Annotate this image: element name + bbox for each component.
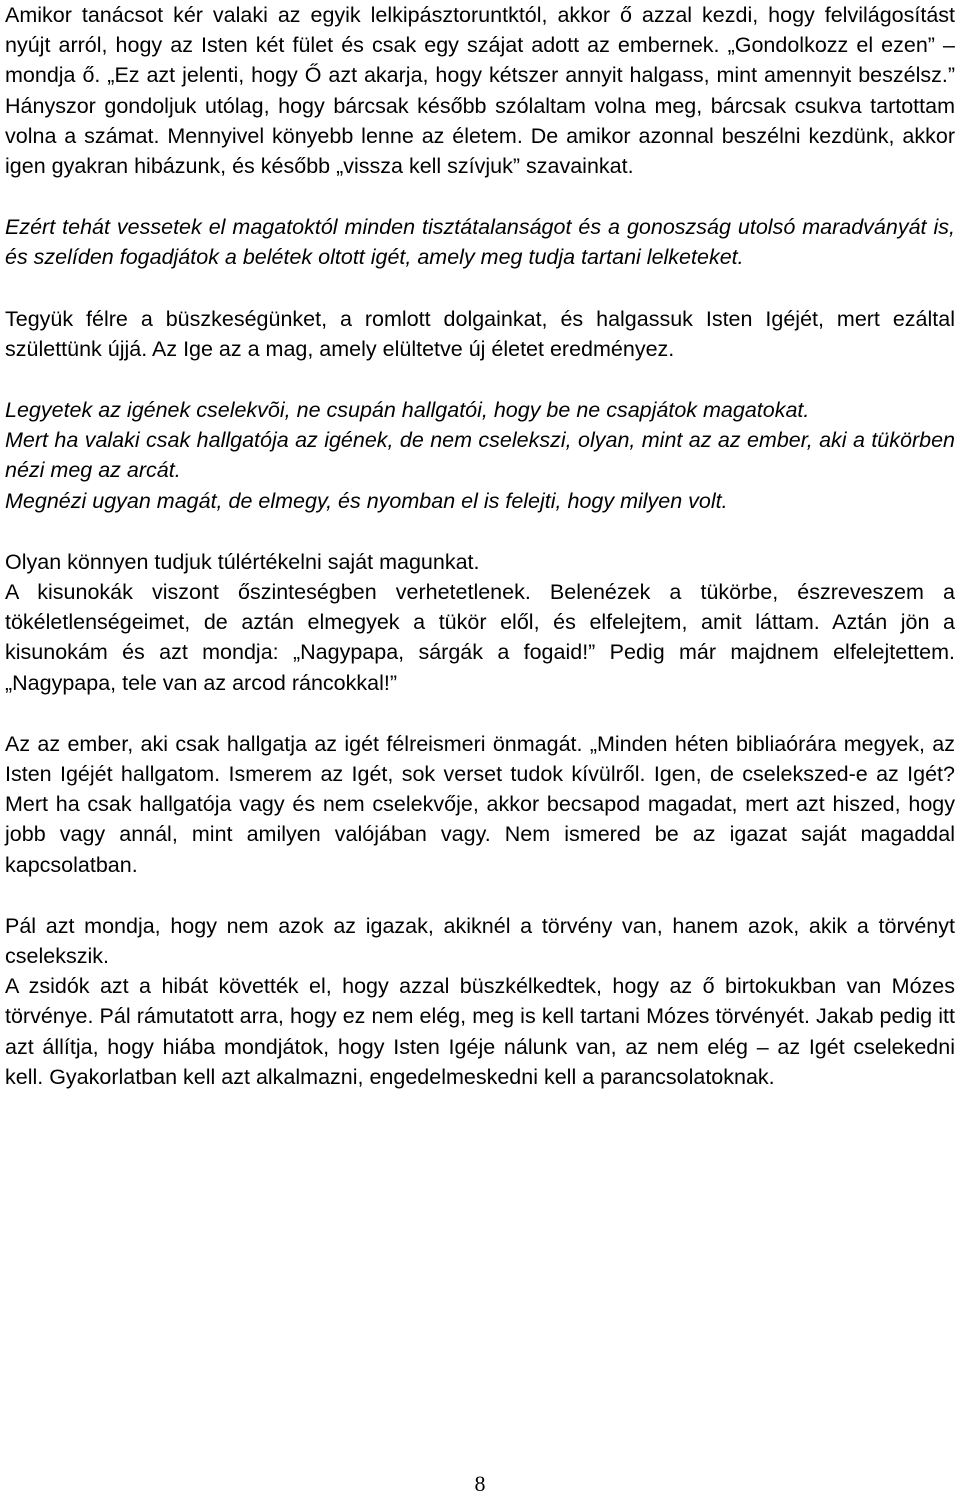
paragraph-grandchildren: A kisunokák viszont őszinteségben verhetetlenek. Belenézek a tükörbe, észreveszem a tökéletlenségeimet, de aztán elmegyek a tükör elől, és elfelejtem, amit láttam. Aztán jön a kisunokám és azt mondja: „Nagypapa, sárgák a fogaid!” Pedig már majdnem elfelejtettem. „Nagypapa, tele van az arcod ráncokkal!” bbox=[5, 580, 955, 695]
paragraph-paul-law: Pál azt mondja, hogy nem azok az igazak, akiknél a törvény van, hanem azok, akik a törvényt cselekszik. bbox=[5, 913, 955, 969]
paragraph-mirror: Mert ha valaki csak hallgatója az igének, de nem cselekszi, olyan, mint az az ember, aki a tükörben nézi meg az arcát. bbox=[5, 428, 955, 483]
paragraph-scripture-quote: Ezért tehát vessetek el magatoktól minden tisztátalanságot és a gonoszság utolsó maradványát is, és szelíden fogadjátok a belétek oltott igét, amely meg tudja tartani lelketeket. bbox=[5, 215, 955, 270]
paragraph-pride: Tegyük félre a büszkeségünket, a romlott dolgainkat, és halgassuk Isten Igéjét, mert ezáltal születtünk újjá. Az Ige az a mag, amely elültetve új életet eredményez. bbox=[5, 306, 955, 361]
page-number: 8 bbox=[474, 1471, 486, 1496]
paragraph-jews-law: A zsidók azt a hibát követték el, hogy azzal büszkélkedtek, hogy az ő birtokukban van Mózes törvénye. Pál rámutatott arra, hogy ez nem elég, meg is kell tartani Mózes törvényét. Jakab pedig itt azt állítja, hogy hiába mondjátok, hogy Isten Igéje nálunk van, az nem elég – az Igét cselekedni kell. Gyakorlatban kell azt alkalmazni, engedelmeskedni kell a parancsolatoknak. bbox=[5, 974, 955, 1089]
document-page bbox=[5, 0, 955, 1092]
paragraph-forgets: Megnézi ugyan magát, de elmegy, és nyomban el is felejti, hogy milyen volt. bbox=[5, 488, 728, 513]
paragraph-hearer-only: Az az ember, aki csak hallgatja az igét félreismeri önmagát. „Minden héten bibliaórára megyek, az Isten Igéjét hallgatom. Ismerem az Igét, sok verset tudok kívülről. Igen, de cselekszed-e az Igét? Mert ha csak hallgatója vagy és nem cselekvője, akkor becsapod magadat, mert azt hiszed, hogy jobb vagy annál, mint amilyen valójában vagy. Nem ismered be az igazat saját magaddal kapcsolatban. bbox=[5, 731, 955, 877]
paragraph-overestimate: Olyan könnyen tudjuk túlértékelni saját magunkat. bbox=[5, 549, 480, 574]
paragraph-counsel: Amikor tanácsot kér valaki az egyik lelkipásztoruntktól, akkor ő azzal kezdi, hogy felvilágosítást nyújt arról, hogy az Isten két fület és csak egy szájat adott az embernek. „Gondolkozz el ezen” – mondja ő. „Ez azt jelenti, hogy Ő azt akarja, hogy kétszer annyit halgass, mint amennyit beszélsz.” Hányszor gondoljuk utólag, hogy bárcsak később szólaltam volna meg, bárcsak csukva tartottam volna a számat. Mennyivel könyebb lenne az életem. De amikor azonnal beszélni kezdünk, akkor igen gyakran hibázunk, és később „vissza kell szívjuk” szavainkat. bbox=[5, 3, 955, 179]
paragraph-doers-of-word: Legyetek az igének cselekvõi, ne csupán hallgatói, hogy be ne csapjátok magatokat. bbox=[5, 398, 810, 423]
